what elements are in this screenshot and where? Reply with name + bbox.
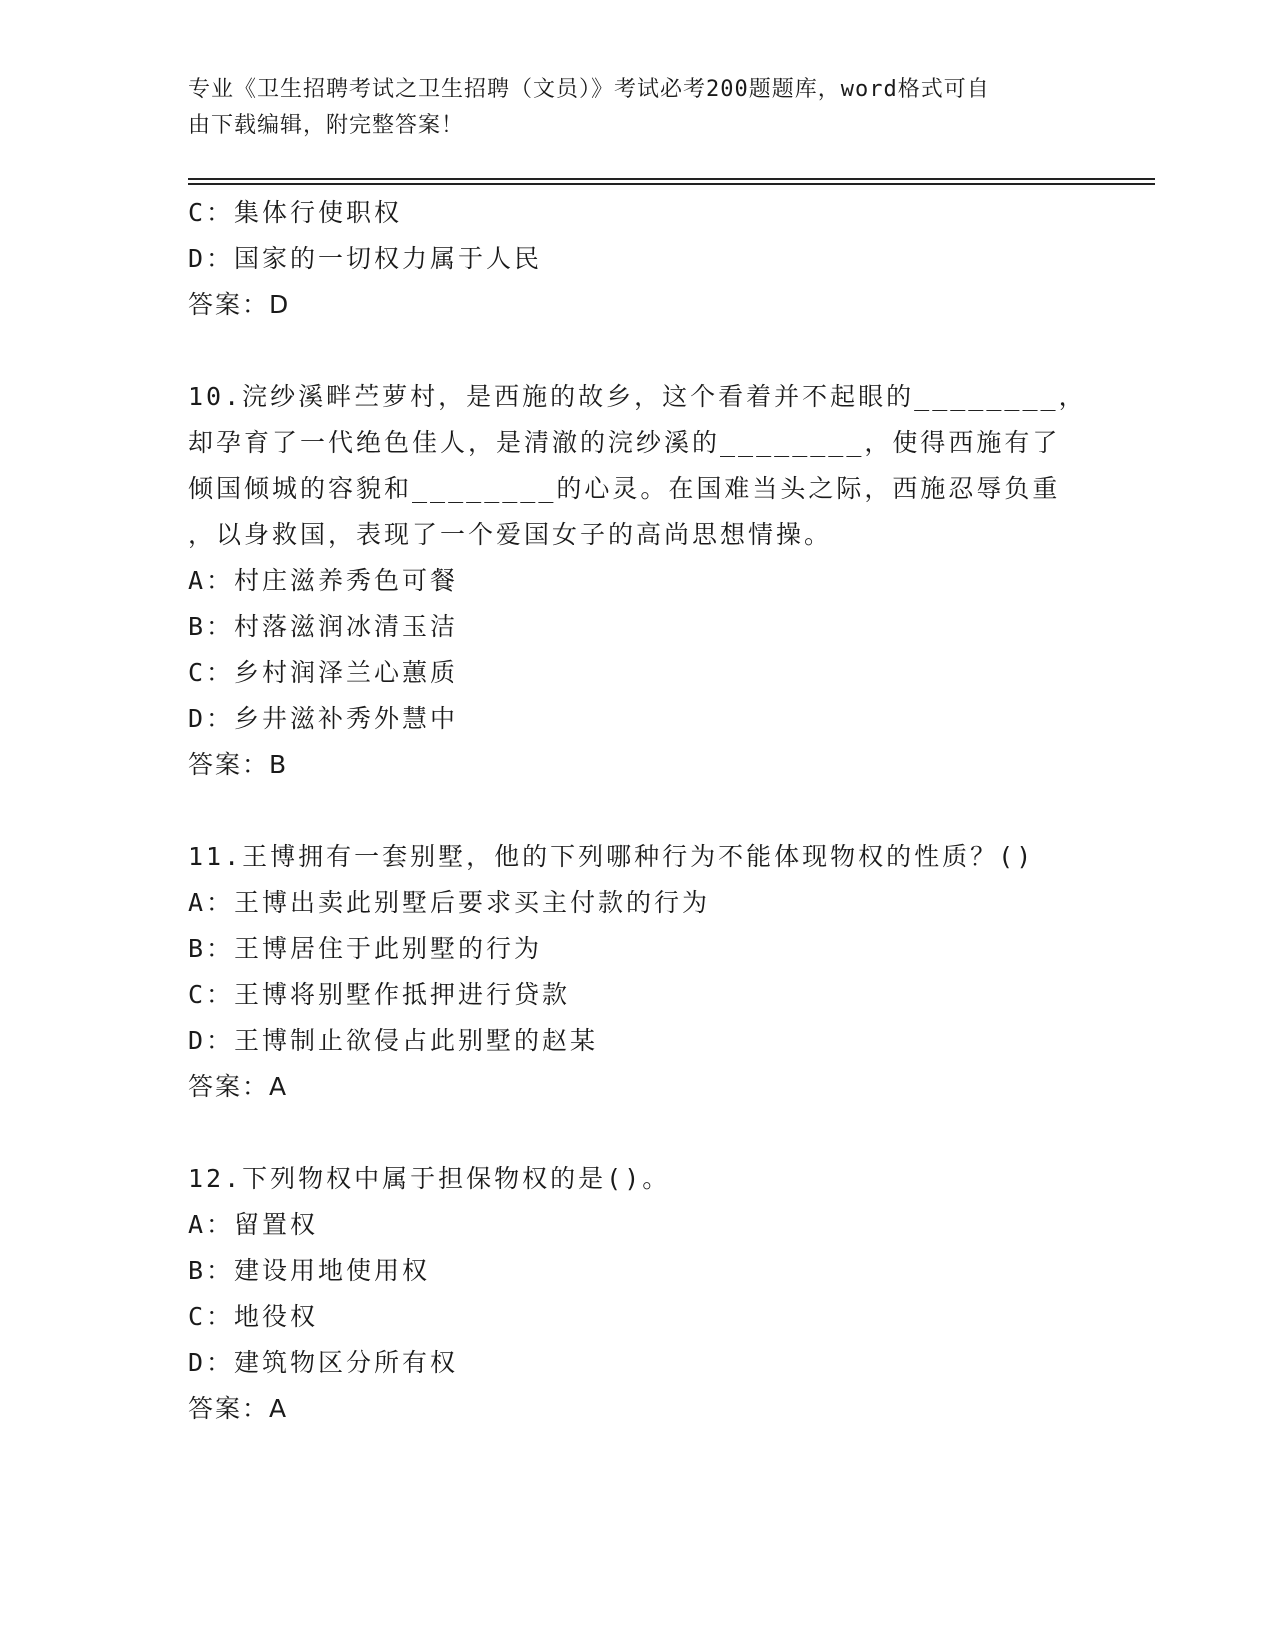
question-11 (188, 834, 1068, 1110)
option-c: C：乡村润泽兰心蕙质 (188, 658, 459, 687)
option-c: C：集体行使职权 (188, 198, 403, 227)
previous-question-tail (188, 190, 1068, 328)
option-d: D：王博制止欲侵占此别墅的赵某 (188, 1026, 599, 1055)
question-stem-line: ，以身救国，表现了一个爱国女子的高尚思想情操。 (188, 520, 833, 549)
option-b: B：王博居住于此别墅的行为 (188, 934, 543, 963)
answer-line: 答案：A (188, 1394, 289, 1423)
answer-line: 答案：B (188, 750, 289, 779)
answer-line: 答案：D (188, 290, 291, 319)
question-stem-line: 10.浣纱溪畔苎萝村，是西施的故乡，这个看着并不起眼的________， (188, 382, 1087, 411)
header-divider-bottom (188, 183, 1155, 185)
answer-line: 答案：A (188, 1072, 289, 1101)
option-a: A：村庄滋养秀色可餐 (188, 566, 459, 595)
option-d: D：乡井滋补秀外慧中 (188, 704, 459, 733)
header-line-2: 由下载编辑，附完整答案！ (188, 113, 465, 138)
option-d: D：建筑物区分所有权 (188, 1348, 459, 1377)
header-divider-top (188, 178, 1155, 180)
option-b: B：村落滋润冰清玉洁 (188, 612, 459, 641)
question-10 (188, 374, 1087, 788)
question-stem-line: 12.下列物权中属于担保物权的是()。 (188, 1164, 671, 1193)
question-stem-line: 11.王博拥有一套别墅，他的下列哪种行为不能体现物权的性质？() (188, 842, 1035, 871)
document-header (188, 72, 1068, 144)
option-c: C：地役权 (188, 1302, 319, 1331)
question-stem-line: 倾国倾城的容貌和________的心灵。在国难当头之际，西施忍辱负重 (188, 474, 1061, 503)
option-d: D：国家的一切权力属于人民 (188, 244, 543, 273)
header-line-1: 专业《卫生招聘考试之卫生招聘（文员）》考试必考200题题库，word格式可自 (188, 77, 990, 102)
question-12 (188, 1156, 1068, 1432)
option-b: B：建设用地使用权 (188, 1256, 431, 1285)
option-a: A：留置权 (188, 1210, 319, 1239)
question-stem-line: 却孕育了一代绝色佳人，是清澈的浣纱溪的________，使得西施有了 (188, 428, 1061, 457)
option-a: A：王博出卖此别墅后要求买主付款的行为 (188, 888, 711, 917)
option-c: C：王博将别墅作抵押进行贷款 (188, 980, 571, 1009)
document-body (188, 190, 1087, 1432)
